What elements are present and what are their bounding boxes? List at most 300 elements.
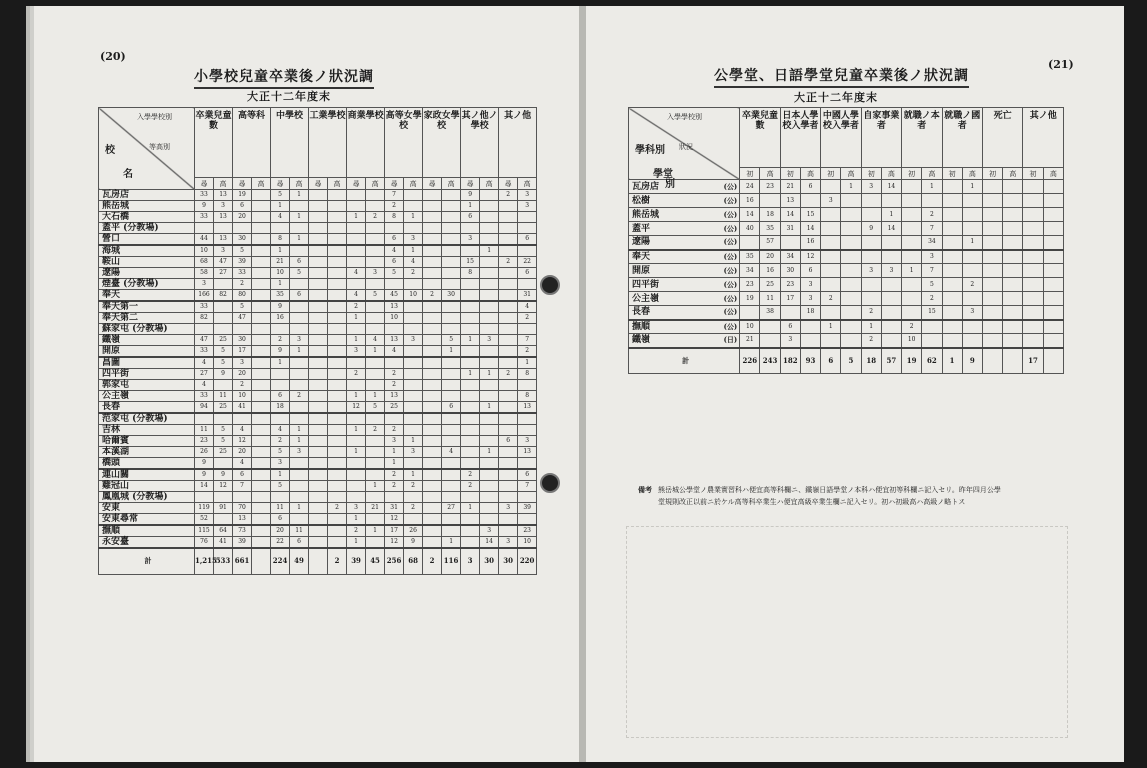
data-cell: [290, 492, 309, 503]
data-cell: 18: [760, 208, 780, 222]
data-cell: [347, 234, 366, 246]
data-cell: [195, 324, 214, 335]
data-cell: [366, 413, 385, 425]
data-cell: [480, 234, 499, 246]
data-cell: 17: [780, 292, 800, 306]
subheader-cell: 高: [1043, 168, 1063, 180]
data-cell: [252, 190, 271, 201]
left-page-subtitle: 大正十二年度末: [247, 90, 331, 103]
data-cell: [499, 514, 518, 526]
data-cell: [1043, 222, 1063, 236]
data-cell: 1: [404, 469, 423, 481]
school-kind: (日): [723, 335, 738, 345]
data-cell: [252, 369, 271, 380]
table-row: [99, 346, 537, 358]
table-row: [629, 250, 1064, 264]
data-cell: [518, 212, 537, 223]
data-cell: 8: [385, 212, 404, 223]
school-name: [99, 413, 195, 425]
data-cell: [423, 301, 442, 313]
data-cell: [252, 514, 271, 526]
data-cell: [881, 278, 901, 292]
data-cell: 2: [861, 334, 881, 348]
data-cell: [328, 245, 347, 257]
data-cell: [942, 306, 962, 320]
data-cell: [442, 413, 461, 425]
data-cell: [252, 425, 271, 436]
data-cell: 13: [518, 447, 537, 458]
data-cell: [1023, 306, 1043, 320]
table-row: [99, 469, 537, 481]
table-row: [99, 257, 537, 268]
data-cell: 3: [214, 245, 233, 257]
data-cell: [328, 537, 347, 549]
data-cell: 13: [385, 301, 404, 313]
total-cell: 2: [328, 548, 347, 574]
data-cell: [423, 257, 442, 268]
data-cell: [404, 402, 423, 414]
data-cell: 30: [780, 264, 800, 278]
data-cell: [423, 279, 442, 290]
data-cell: [328, 324, 347, 335]
data-cell: [480, 492, 499, 503]
data-cell: [423, 391, 442, 402]
data-cell: [309, 223, 328, 234]
data-cell: 25: [214, 335, 233, 346]
data-cell: 21: [271, 257, 290, 268]
data-cell: [499, 245, 518, 257]
data-cell: 2: [861, 306, 881, 320]
data-cell: [1043, 208, 1063, 222]
data-cell: 26: [404, 525, 423, 537]
data-cell: [252, 301, 271, 313]
data-cell: [252, 469, 271, 481]
data-cell: [347, 245, 366, 257]
data-cell: [328, 436, 347, 447]
data-cell: [1023, 194, 1043, 208]
data-cell: 2: [499, 257, 518, 268]
table-row: [99, 369, 537, 380]
data-cell: 3: [195, 279, 214, 290]
data-cell: [214, 223, 233, 234]
book-gutter: [579, 6, 586, 762]
data-cell: [423, 492, 442, 503]
data-cell: 33: [195, 391, 214, 402]
data-cell: 3: [385, 436, 404, 447]
data-cell: [982, 250, 1002, 264]
data-cell: [1023, 264, 1043, 278]
total-cell: 49: [290, 548, 309, 574]
school-name: [99, 503, 195, 514]
data-cell: [442, 301, 461, 313]
data-cell: 7: [922, 222, 942, 236]
data-cell: 3: [499, 537, 518, 549]
data-cell: 30: [442, 290, 461, 302]
data-cell: [214, 458, 233, 470]
subheader-cell: 尋: [195, 178, 214, 190]
total-row: [629, 348, 1064, 374]
data-cell: 6: [233, 201, 252, 212]
data-cell: [942, 264, 962, 278]
data-cell: [290, 223, 309, 234]
data-cell: 2: [347, 369, 366, 380]
subheader-cell: 高: [800, 168, 820, 180]
table-row: [629, 334, 1064, 348]
data-cell: 10: [902, 334, 922, 348]
data-cell: [309, 503, 328, 514]
table-row: [99, 245, 537, 257]
school-name-text: 遼陽: [102, 268, 121, 278]
subheader-cell: 高: [962, 168, 982, 180]
data-cell: [499, 234, 518, 246]
school-name: [99, 257, 195, 268]
data-cell: 1: [290, 234, 309, 246]
school-name: [99, 402, 195, 414]
data-cell: [290, 301, 309, 313]
data-cell: [461, 380, 480, 391]
data-cell: 1: [271, 357, 290, 369]
data-cell: [480, 313, 499, 324]
data-cell: [309, 436, 328, 447]
data-cell: [214, 279, 233, 290]
data-cell: [404, 391, 423, 402]
data-cell: [252, 290, 271, 302]
data-cell: 14: [800, 222, 820, 236]
data-cell: [1023, 334, 1043, 348]
data-cell: 3: [480, 335, 499, 346]
data-cell: 3: [518, 436, 537, 447]
data-cell: [760, 194, 780, 208]
data-cell: [499, 481, 518, 492]
data-cell: [347, 413, 366, 425]
data-cell: [841, 278, 861, 292]
school-name-text: 公主嶺: [102, 391, 130, 401]
data-cell: [499, 313, 518, 324]
data-cell: 5: [366, 402, 385, 414]
data-cell: 3: [347, 503, 366, 514]
data-cell: 1: [366, 391, 385, 402]
data-cell: [499, 279, 518, 290]
data-cell: [821, 278, 841, 292]
data-cell: [942, 236, 962, 250]
data-cell: [214, 413, 233, 425]
data-cell: 13: [214, 212, 233, 223]
data-cell: [1003, 264, 1023, 278]
data-cell: [347, 492, 366, 503]
data-cell: 9: [861, 222, 881, 236]
data-cell: [252, 492, 271, 503]
data-cell: [821, 306, 841, 320]
data-cell: 5: [922, 278, 942, 292]
data-cell: [214, 380, 233, 391]
data-cell: [252, 525, 271, 537]
data-cell: [841, 222, 861, 236]
data-cell: [982, 222, 1002, 236]
school-name-text: 松樹: [632, 195, 651, 206]
data-cell: 3: [518, 201, 537, 212]
school-name-text: 安東: [102, 503, 121, 513]
data-cell: [366, 201, 385, 212]
data-cell: 9: [271, 346, 290, 358]
data-cell: [290, 514, 309, 526]
data-cell: [404, 223, 423, 234]
data-cell: [252, 324, 271, 335]
data-cell: 1: [461, 369, 480, 380]
data-cell: [841, 208, 861, 222]
school-name-text: 奉天: [102, 290, 121, 300]
data-cell: 1: [480, 402, 499, 414]
data-cell: [366, 234, 385, 246]
data-cell: 14: [740, 208, 760, 222]
data-cell: 2: [499, 369, 518, 380]
data-cell: 1: [347, 391, 366, 402]
subheader-cell: 尋: [233, 178, 252, 190]
data-cell: 13: [518, 402, 537, 414]
data-cell: [1023, 320, 1043, 334]
data-cell: 2: [902, 320, 922, 334]
data-cell: 1: [404, 436, 423, 447]
school-name-text: 四平街: [632, 279, 660, 290]
table-row: [99, 514, 537, 526]
data-cell: [942, 222, 962, 236]
school-name: [99, 268, 195, 279]
data-cell: [423, 357, 442, 369]
data-cell: [271, 369, 290, 380]
data-cell: [518, 425, 537, 436]
data-cell: 6: [385, 257, 404, 268]
data-cell: [309, 425, 328, 436]
data-cell: [821, 264, 841, 278]
data-cell: [347, 357, 366, 369]
data-cell: [309, 402, 328, 414]
total-cell: 220: [518, 548, 537, 574]
data-cell: [423, 425, 442, 436]
data-cell: 23: [780, 278, 800, 292]
data-cell: 3: [347, 346, 366, 358]
total-cell: [309, 548, 328, 574]
data-cell: [328, 268, 347, 279]
school-name-text: 昌圖: [102, 358, 121, 368]
data-cell: [461, 425, 480, 436]
subheader-cell: 高: [922, 168, 942, 180]
data-cell: [328, 201, 347, 212]
total-cell: 39: [347, 548, 366, 574]
data-cell: [366, 447, 385, 458]
data-cell: [518, 279, 537, 290]
data-cell: [252, 212, 271, 223]
data-cell: [881, 334, 901, 348]
data-cell: 14: [881, 222, 901, 236]
data-cell: 3: [480, 525, 499, 537]
data-cell: [962, 264, 982, 278]
data-cell: 5: [271, 447, 290, 458]
data-cell: [347, 201, 366, 212]
data-cell: 5: [271, 481, 290, 492]
school-name-text: 范家屯 (分教場): [102, 414, 168, 424]
data-cell: [404, 301, 423, 313]
data-cell: [1023, 180, 1043, 194]
school-name-text: 鐵嶺: [632, 335, 651, 346]
column-header: 高等科: [233, 108, 271, 178]
data-cell: [480, 436, 499, 447]
data-cell: 7: [385, 190, 404, 201]
table-row: [99, 425, 537, 436]
data-cell: [309, 245, 328, 257]
data-cell: [404, 492, 423, 503]
table-row: [99, 212, 537, 223]
data-cell: [499, 380, 518, 391]
data-cell: 4: [404, 257, 423, 268]
data-cell: [271, 223, 290, 234]
school-name: [99, 380, 195, 391]
data-cell: 6: [800, 180, 820, 194]
data-cell: [480, 391, 499, 402]
school-kind: (公): [723, 251, 738, 261]
data-cell: 35: [760, 222, 780, 236]
data-cell: 6: [290, 290, 309, 302]
subheader-cell: 高: [1003, 168, 1023, 180]
data-cell: 12: [800, 250, 820, 264]
data-cell: 20: [233, 369, 252, 380]
data-cell: 2: [366, 212, 385, 223]
data-cell: [328, 212, 347, 223]
data-cell: [271, 413, 290, 425]
data-cell: 3: [214, 201, 233, 212]
data-cell: 4: [347, 290, 366, 302]
data-cell: [480, 503, 499, 514]
data-cell: [982, 208, 1002, 222]
data-cell: 166: [195, 290, 214, 302]
data-cell: 35: [271, 290, 290, 302]
data-cell: 68: [195, 257, 214, 268]
data-cell: [290, 357, 309, 369]
data-cell: 6: [499, 436, 518, 447]
data-cell: [404, 458, 423, 470]
data-cell: 64: [214, 525, 233, 537]
data-cell: 4: [195, 357, 214, 369]
data-cell: 1: [366, 481, 385, 492]
data-cell: [1043, 264, 1063, 278]
data-cell: [518, 458, 537, 470]
data-cell: 2: [385, 380, 404, 391]
total-cell: 62: [922, 348, 942, 374]
data-cell: 20: [271, 525, 290, 537]
data-cell: [480, 324, 499, 335]
school-name-text: 大石橋: [102, 212, 130, 222]
table-row: [99, 279, 537, 290]
left-page-title: 小學校兒童卒業後ノ狀況調: [194, 66, 374, 89]
data-cell: 6: [461, 212, 480, 223]
data-cell: [461, 346, 480, 358]
data-cell: [881, 320, 901, 334]
data-cell: [347, 257, 366, 268]
left-page: [34, 6, 579, 762]
data-cell: [461, 492, 480, 503]
corner-label: 學科別: [635, 145, 665, 156]
corner-label: 等高別: [149, 143, 170, 151]
data-cell: [480, 212, 499, 223]
school-name: [99, 514, 195, 526]
table-row: [99, 335, 537, 346]
data-cell: 94: [195, 402, 214, 414]
total-cell: 93: [800, 348, 820, 374]
data-cell: 9: [214, 469, 233, 481]
data-cell: [442, 190, 461, 201]
data-cell: 15: [922, 306, 942, 320]
data-cell: [1043, 320, 1063, 334]
data-cell: 1: [385, 458, 404, 470]
data-cell: [252, 234, 271, 246]
remarks-note: [638, 484, 1001, 508]
data-cell: 73: [233, 525, 252, 537]
school-kind: (公): [723, 223, 738, 233]
data-cell: [1043, 334, 1063, 348]
total-label: 計: [629, 348, 740, 374]
data-cell: [195, 492, 214, 503]
data-cell: 44: [195, 234, 214, 246]
table-row: [629, 278, 1064, 292]
data-cell: [442, 425, 461, 436]
data-cell: [309, 492, 328, 503]
data-cell: 3: [821, 194, 841, 208]
data-cell: 33: [195, 212, 214, 223]
data-cell: [499, 391, 518, 402]
data-cell: [290, 324, 309, 335]
data-cell: [499, 525, 518, 537]
data-cell: 1: [821, 320, 841, 334]
data-cell: [461, 290, 480, 302]
data-cell: [902, 194, 922, 208]
total-cell: 661: [233, 548, 252, 574]
data-cell: [328, 458, 347, 470]
data-cell: 10: [271, 268, 290, 279]
data-cell: [442, 268, 461, 279]
subheader-cell: 尋: [385, 178, 404, 190]
data-cell: [423, 436, 442, 447]
data-cell: [1003, 334, 1023, 348]
data-cell: [740, 236, 760, 250]
data-cell: [499, 290, 518, 302]
data-cell: [861, 236, 881, 250]
data-cell: 11: [195, 425, 214, 436]
data-cell: 33: [195, 190, 214, 201]
data-cell: 16: [271, 313, 290, 324]
data-cell: 2: [962, 278, 982, 292]
data-cell: [480, 279, 499, 290]
header-row: [99, 108, 537, 178]
data-cell: 12: [385, 514, 404, 526]
data-cell: 1: [902, 264, 922, 278]
data-cell: 6: [385, 234, 404, 246]
school-name-text: 吉林: [102, 425, 121, 435]
data-cell: [328, 223, 347, 234]
data-cell: [518, 324, 537, 335]
data-cell: 7: [518, 335, 537, 346]
data-cell: 20: [233, 212, 252, 223]
column-header: 死亡: [982, 108, 1022, 168]
school-name-text: 奉天第二: [102, 313, 139, 323]
data-cell: 2: [821, 292, 841, 306]
data-cell: 38: [760, 306, 780, 320]
data-cell: [499, 212, 518, 223]
data-cell: [780, 236, 800, 250]
school-name: [629, 320, 740, 334]
data-cell: 3: [499, 503, 518, 514]
school-name: [629, 180, 740, 194]
table-row: [99, 223, 537, 234]
data-cell: 3: [366, 268, 385, 279]
data-cell: [1043, 278, 1063, 292]
